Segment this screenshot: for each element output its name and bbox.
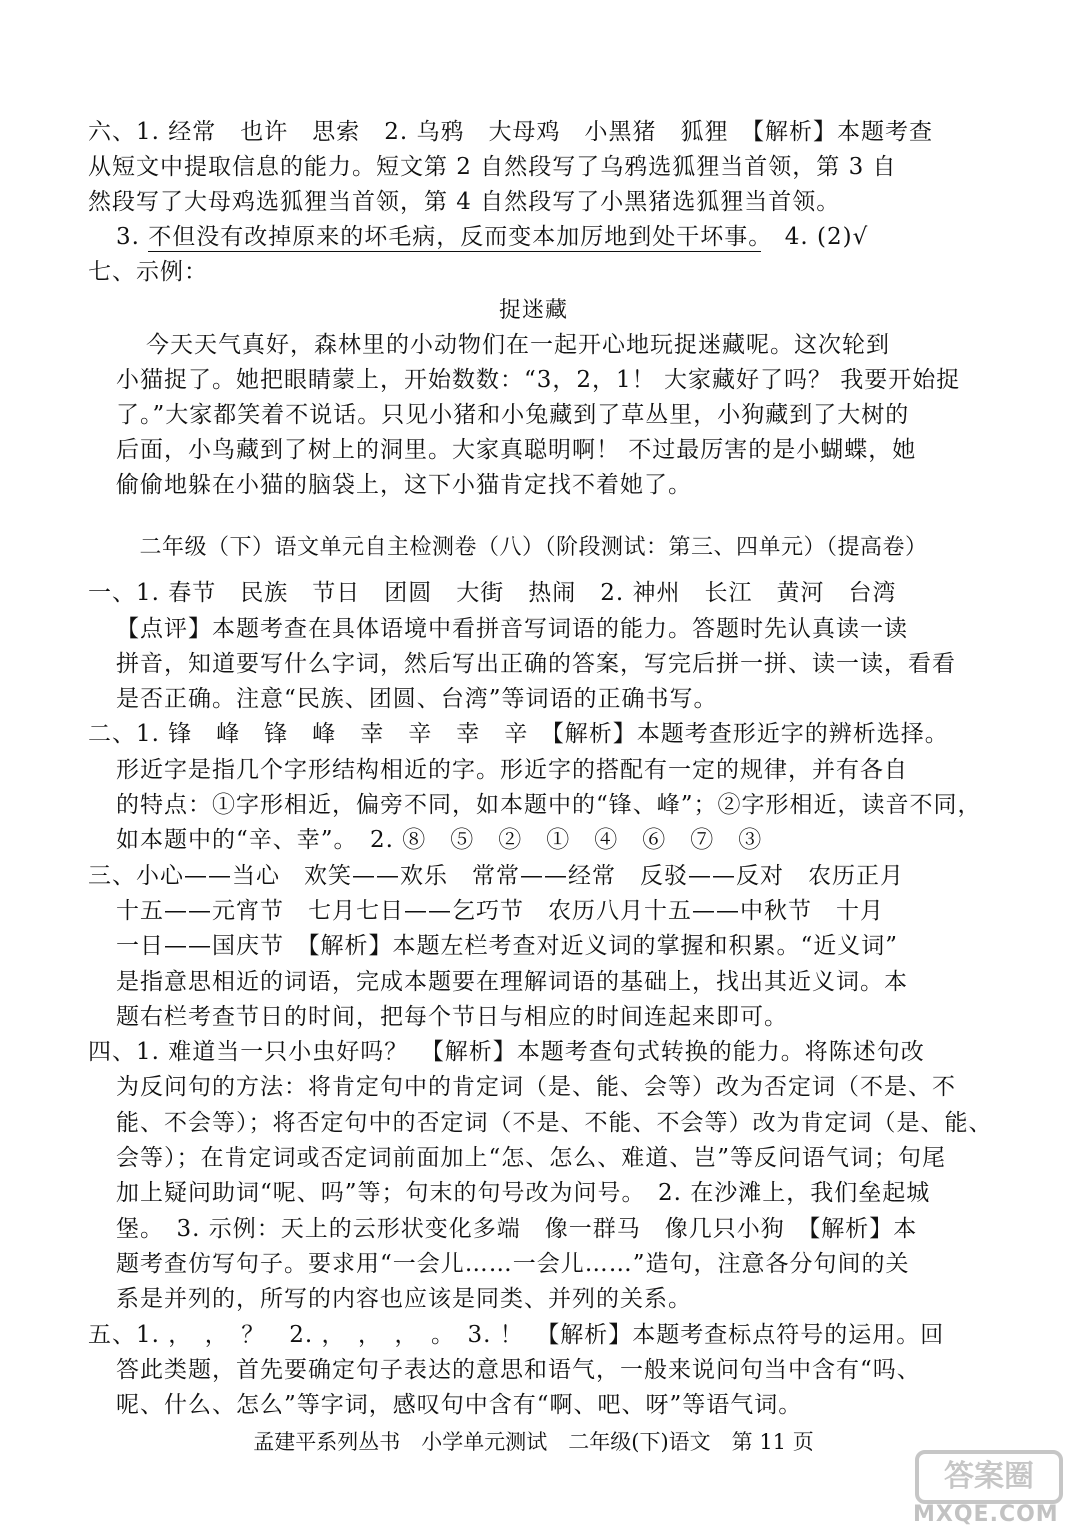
watermark-logo: [905, 1450, 1059, 1528]
text-line: 呢、什么、怎么”等字词，感叹句中含有“啊、吧、呀”等语气词。: [116, 1392, 803, 1418]
text-line: 系是并列的，所写的内容也应该是同类、并列的关系。: [116, 1286, 692, 1312]
text-line: 拼音，知道要写什么字词，然后写出正确的答案，写完后拼一拼、读一读，看看: [116, 651, 956, 677]
text-line: 小猫捉了。她把眼睛蒙上，开始数数：“3，2，1！ 大家藏好了吗？ 我要开始捉: [116, 367, 961, 393]
answer-4: 4. (2)√: [760, 224, 869, 250]
essay-title: 捉迷藏: [498, 298, 568, 323]
text-line: 五、1. ， ， ？ 2. ， ， ， 。 3. ！ 【解析】本题考查标点符号的运用。回: [88, 1322, 945, 1348]
page-footer: 孟建平系列丛书 小学单元测试 二年级(下)语文 第 11 页: [253, 1430, 814, 1454]
answer-number: 3.: [116, 224, 149, 250]
text-line: 后面，小鸟藏到了树上的洞里。大家真聪明啊！ 不过最厉害的是小蝴蝶，她: [116, 437, 917, 463]
text-line: 【点评】本题考查在具体语境中看拼音写词语的能力。答题时先认真读一读: [116, 616, 908, 642]
text-line: 的特点：①字形相近，偏旁不同，如本题中的“锋、峰”；②字形相近，读音不同，: [116, 792, 982, 818]
text-line: 堡。 3. 示例：天上的云形状变化多端 像一群马 像几只小狗 【解析】本: [116, 1216, 918, 1242]
text-line: 为反问句的方法：将肯定句中的肯定词（是、能、会等）改为否定词（不是、不: [116, 1074, 956, 1100]
text-line: 偷偷地躲在小猫的脑袋上，这下小猫肯定找不着她了。: [116, 472, 692, 498]
text-line: 题右栏考查节日的时间，把每个节日与相应的时间连起来即可。: [116, 1004, 788, 1030]
text-line: 今天天气真好，森林里的小动物们在一起开心地玩捉迷藏呢。这次轮到: [146, 332, 890, 358]
text-line: 形近字是指几个字形结构相近的字。形近字的搭配有一定的规律，并有各自: [116, 757, 908, 783]
text-line: 答此类题，首先要确定句子表达的意思和语气，一般来说问句当中含有“吗、: [116, 1357, 921, 1383]
text-line: 一日——国庆节 【解析】本题左栏考查对近义词的掌握和积累。“近义词”: [116, 933, 899, 959]
text-line: 加上疑问助词“呢、吗”等；句末的句号改为问号。 2. 在沙滩上，我们垒起城: [116, 1180, 931, 1206]
text-line: 三、小心——当心 欢笑——欢乐 常常——经常 反驳——反对 农历正月: [88, 863, 904, 889]
text-line: 能、不会等）；将否定句中的否定词（不是、不能、不会等）改为肯定词（是、能、: [116, 1110, 993, 1136]
watermark-bottom: MXQE.COM: [913, 1502, 1059, 1527]
exam-title: 二年级（下）语文单元自主检测卷（八）（阶段测试：第三、四单元）（提高卷）: [139, 535, 928, 560]
text-line: 四、1. 难道当一只小虫好吗？ 【解析】本题考查句式转换的能力。将陈述句改: [88, 1039, 925, 1065]
text-line: 了。”大家都笑着不说话。只见小猪和小兔藏到了草丛里，小狗藏到了大树的: [116, 402, 910, 428]
underlined-answer: 不但没有改掉原来的坏毛病，反而变本加厉地到处干坏事。: [148, 224, 761, 250]
text-line: 一、1. 春节 民族 节日 团圆 大街 热闹 2. 神州 长江 黄河 台湾: [88, 580, 897, 606]
answer-line-3: [116, 222, 1067, 252]
text-line: 六、1. 经常 也许 思索 2. 乌鸦 大母鸡 小黑猪 狐狸 【解析】本题考查: [88, 119, 934, 145]
text-line: 如本题中的“辛、幸”。 2. ⑧ ⑤ ② ① ④ ⑥ ⑦ ③: [116, 827, 763, 853]
text-line: 二、1. 锋 峰 锋 峰 幸 辛 幸 辛 【解析】本题考查形近字的辨析选择。: [88, 721, 949, 747]
text-line: 是否正确。注意“民族、团圆、台湾”等词语的正确书写。: [116, 686, 718, 712]
text-line: 十五——元宵节 七月七日——乞巧节 农历八月十五——中秋节 十月: [116, 898, 884, 924]
text-line: 然段写了大母鸡选狐狸当首领，第 4 自然段写了小黑猪选狐狸当首领。: [88, 189, 841, 215]
watermark-top: 答案圈: [915, 1450, 1063, 1504]
text-line: 是指意思相近的词语，完成本题要在理解词语的基础上，找出其近义词。本: [116, 969, 908, 995]
text-line: 从短文中提取信息的能力。短文第 2 自然段写了乌鸦选狐狸当首领，第 3 自: [88, 154, 897, 180]
text-line: 题考查仿写句子。要求用“一会儿……一会儿……”造句，注意各分句间的关: [116, 1251, 910, 1277]
section-heading: 七、示例：: [88, 259, 208, 285]
text-line: 会等）；在肯定词或否定词前面加上“怎、怎么、难道、岂”等反问语气词；句尾: [116, 1145, 947, 1171]
